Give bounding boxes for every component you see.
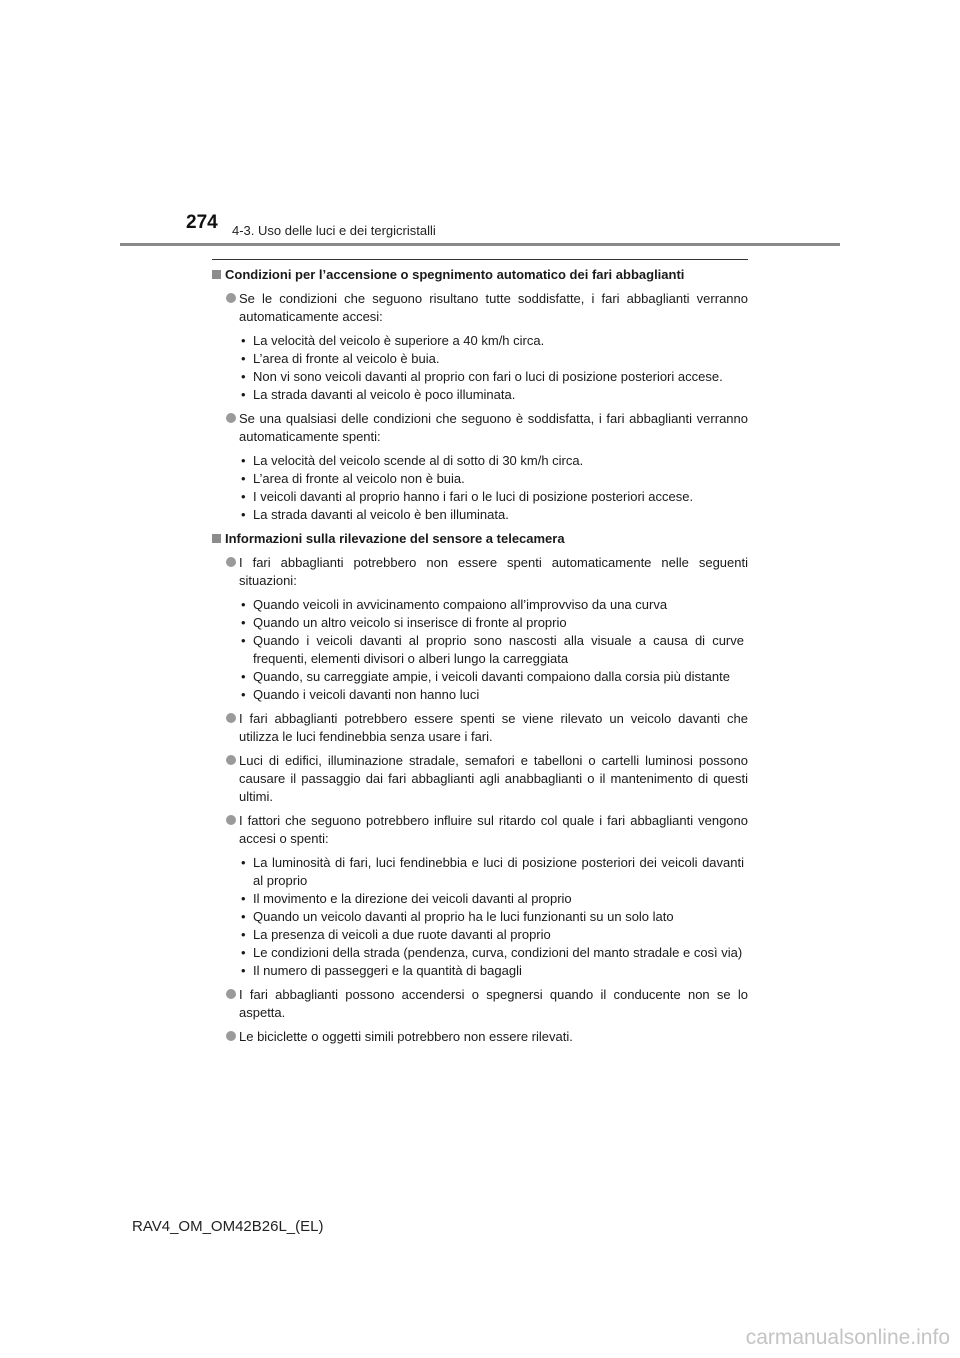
paragraph-text: I fari abbaglianti possono accendersi o spegnersi quando il conducente non se lo aspetta.	[239, 987, 748, 1020]
paragraph-text: Luci di edifici, illuminazione stradale, semafori e tabelloni o cartelli luminosi possono causare il passaggio dai fari abbaglianti agli anabbaglianti o il mantenimento di questi ultimi.	[239, 753, 748, 804]
sub-list-item-text: La presenza di veicoli a due ruote davanti al proprio	[253, 927, 551, 942]
sub-list	[212, 452, 748, 524]
sub-list-item-text: Il movimento e la direzione dei veicoli davanti al proprio	[253, 891, 572, 906]
bullet-dot-icon: •	[241, 387, 246, 402]
sub-list-item-text: L’area di fronte al veicolo è buia.	[253, 351, 440, 366]
bullet-dot-icon: •	[241, 507, 246, 522]
sub-list-item	[212, 890, 748, 908]
sub-list	[212, 596, 748, 704]
sub-list-item-text: La strada davanti al veicolo è ben illuminata.	[253, 507, 509, 522]
sub-list-item	[212, 332, 748, 350]
paragraph-text: I fari abbaglianti potrebbero non essere spenti automaticamente nelle seguenti situazioni:	[239, 555, 748, 588]
bullet-dot-icon: •	[241, 963, 246, 978]
bullet-dot-icon: •	[241, 615, 246, 630]
paragraph-text: Le biciclette o oggetti simili potrebbero non essere rilevati.	[239, 1029, 573, 1044]
sub-list-item	[212, 350, 748, 368]
sub-list-item-text: Quando i veicoli davanti al proprio sono nascosti alla visuale a causa di curve frequenti, elementi divisori o alberi lungo la carreggiata	[253, 633, 744, 666]
bullet-dot-icon: •	[241, 453, 246, 468]
circle-bullet-icon	[226, 1031, 236, 1041]
section-title: 4-3. Uso delle luci e dei tergicristalli	[232, 223, 436, 238]
square-bullet-icon	[212, 270, 221, 279]
circle-bullet-icon	[226, 713, 236, 723]
paragraph-text: Se le condizioni che seguono risultano tutte soddisfatte, i fari abbaglianti verranno automaticamente accesi:	[239, 291, 748, 324]
paragraph-item	[212, 290, 748, 326]
sub-list-item-text: La strada davanti al veicolo è poco illuminata.	[253, 387, 516, 402]
sub-list-item-text: Quando veicoli in avvicinamento compaiono all’improvviso da una curva	[253, 597, 668, 612]
sub-list-item	[212, 452, 748, 470]
sub-list-item-text: La luminosità di fari, luci fendinebbia e luci di posizione posteriori dei veicoli davanti al proprio	[253, 855, 744, 888]
sub-list-item	[212, 614, 748, 632]
circle-bullet-icon	[226, 989, 236, 999]
square-bullet-icon	[212, 534, 221, 543]
watermark: carmanualsonline.info	[745, 1326, 950, 1349]
bullet-dot-icon: •	[241, 945, 246, 960]
section-heading-text: Condizioni per l’accensione o spegnimento automatico dei fari abbaglianti	[225, 267, 685, 282]
sub-list-item	[212, 488, 748, 506]
bullet-dot-icon: •	[241, 669, 246, 684]
paragraph-item	[212, 1028, 748, 1046]
sub-list-item	[212, 632, 748, 668]
paragraph-item	[212, 752, 748, 806]
sub-list-item-text: L’area di fronte al veicolo non è buia.	[253, 471, 465, 486]
bullet-dot-icon: •	[241, 351, 246, 366]
sub-list-item-text: Quando, su carreggiate ampie, i veicoli davanti compaiono dalla corsia più distante	[253, 669, 730, 684]
bullet-dot-icon: •	[241, 333, 246, 348]
sub-list	[212, 854, 748, 980]
bullet-dot-icon: •	[241, 909, 246, 924]
sub-list-item	[212, 368, 748, 386]
circle-bullet-icon	[226, 755, 236, 765]
section-heading-text: Informazioni sulla rilevazione del sensore a telecamera	[225, 531, 565, 546]
page-content	[212, 266, 748, 1052]
paragraph-item	[212, 710, 748, 746]
sub-list-item	[212, 470, 748, 488]
paragraph-item	[212, 554, 748, 590]
bullet-dot-icon: •	[241, 927, 246, 942]
sub-list-item	[212, 908, 748, 926]
header-rule	[120, 243, 840, 246]
sub-list-item	[212, 854, 748, 890]
bullet-dot-icon: •	[241, 597, 246, 612]
sub-list-item-text: La velocità del veicolo è superiore a 40 km/h circa.	[253, 333, 545, 348]
bullet-dot-icon: •	[241, 633, 246, 648]
section-heading	[212, 266, 748, 284]
sub-list-item-text: Quando un altro veicolo si inserisce di fronte al proprio	[253, 615, 567, 630]
page-number: 274	[186, 212, 218, 233]
paragraph-text: Se una qualsiasi delle condizioni che seguono è soddisfatta, i fari abbaglianti verranno automaticamente spenti:	[239, 411, 748, 444]
content-rule	[212, 259, 748, 260]
sub-list-item	[212, 686, 748, 704]
sub-list-item-text: Il numero di passeggeri e la quantità di bagagli	[253, 963, 522, 978]
sub-list	[212, 332, 748, 404]
sub-list-item-text: I veicoli davanti al proprio hanno i fari o le luci di posizione posteriori accese.	[253, 489, 694, 504]
sub-list-item	[212, 596, 748, 614]
footer-doc-code: RAV4_OM_OM42B26L_(EL)	[132, 1218, 324, 1235]
circle-bullet-icon	[226, 293, 236, 303]
sub-list-item-text: Non vi sono veicoli davanti al proprio con fari o luci di posizione posteriori accese.	[253, 369, 723, 384]
paragraph-text: I fattori che seguono potrebbero influire sul ritardo col quale i fari abbaglianti vengono accesi o spenti:	[239, 813, 748, 846]
sub-list-item	[212, 668, 748, 686]
bullet-dot-icon: •	[241, 489, 246, 504]
sub-list-item	[212, 386, 748, 404]
paragraph-text: I fari abbaglianti potrebbero essere spenti se viene rilevato un veicolo davanti che utilizza le luci fendinebbia senza usare i fari.	[239, 711, 748, 744]
section-heading	[212, 530, 748, 548]
sub-list-item	[212, 926, 748, 944]
circle-bullet-icon	[226, 413, 236, 423]
bullet-dot-icon: •	[241, 687, 246, 702]
bullet-dot-icon: •	[241, 891, 246, 906]
sub-list-item-text: La velocità del veicolo scende al di sotto di 30 km/h circa.	[253, 453, 584, 468]
sub-list-item-text: Quando i veicoli davanti non hanno luci	[253, 687, 480, 702]
bullet-dot-icon: •	[241, 471, 246, 486]
sub-list-item	[212, 944, 748, 962]
paragraph-item	[212, 410, 748, 446]
bullet-dot-icon: •	[241, 855, 246, 870]
bullet-dot-icon: •	[241, 369, 246, 384]
paragraph-item	[212, 986, 748, 1022]
sub-list-item-text: Le condizioni della strada (pendenza, curva, condizioni del manto stradale e così via)	[253, 945, 743, 960]
circle-bullet-icon	[226, 557, 236, 567]
paragraph-item	[212, 812, 748, 848]
sub-list-item	[212, 506, 748, 524]
sub-list-item-text: Quando un veicolo davanti al proprio ha le luci funzionanti su un solo lato	[253, 909, 674, 924]
circle-bullet-icon	[226, 815, 236, 825]
sub-list-item	[212, 962, 748, 980]
